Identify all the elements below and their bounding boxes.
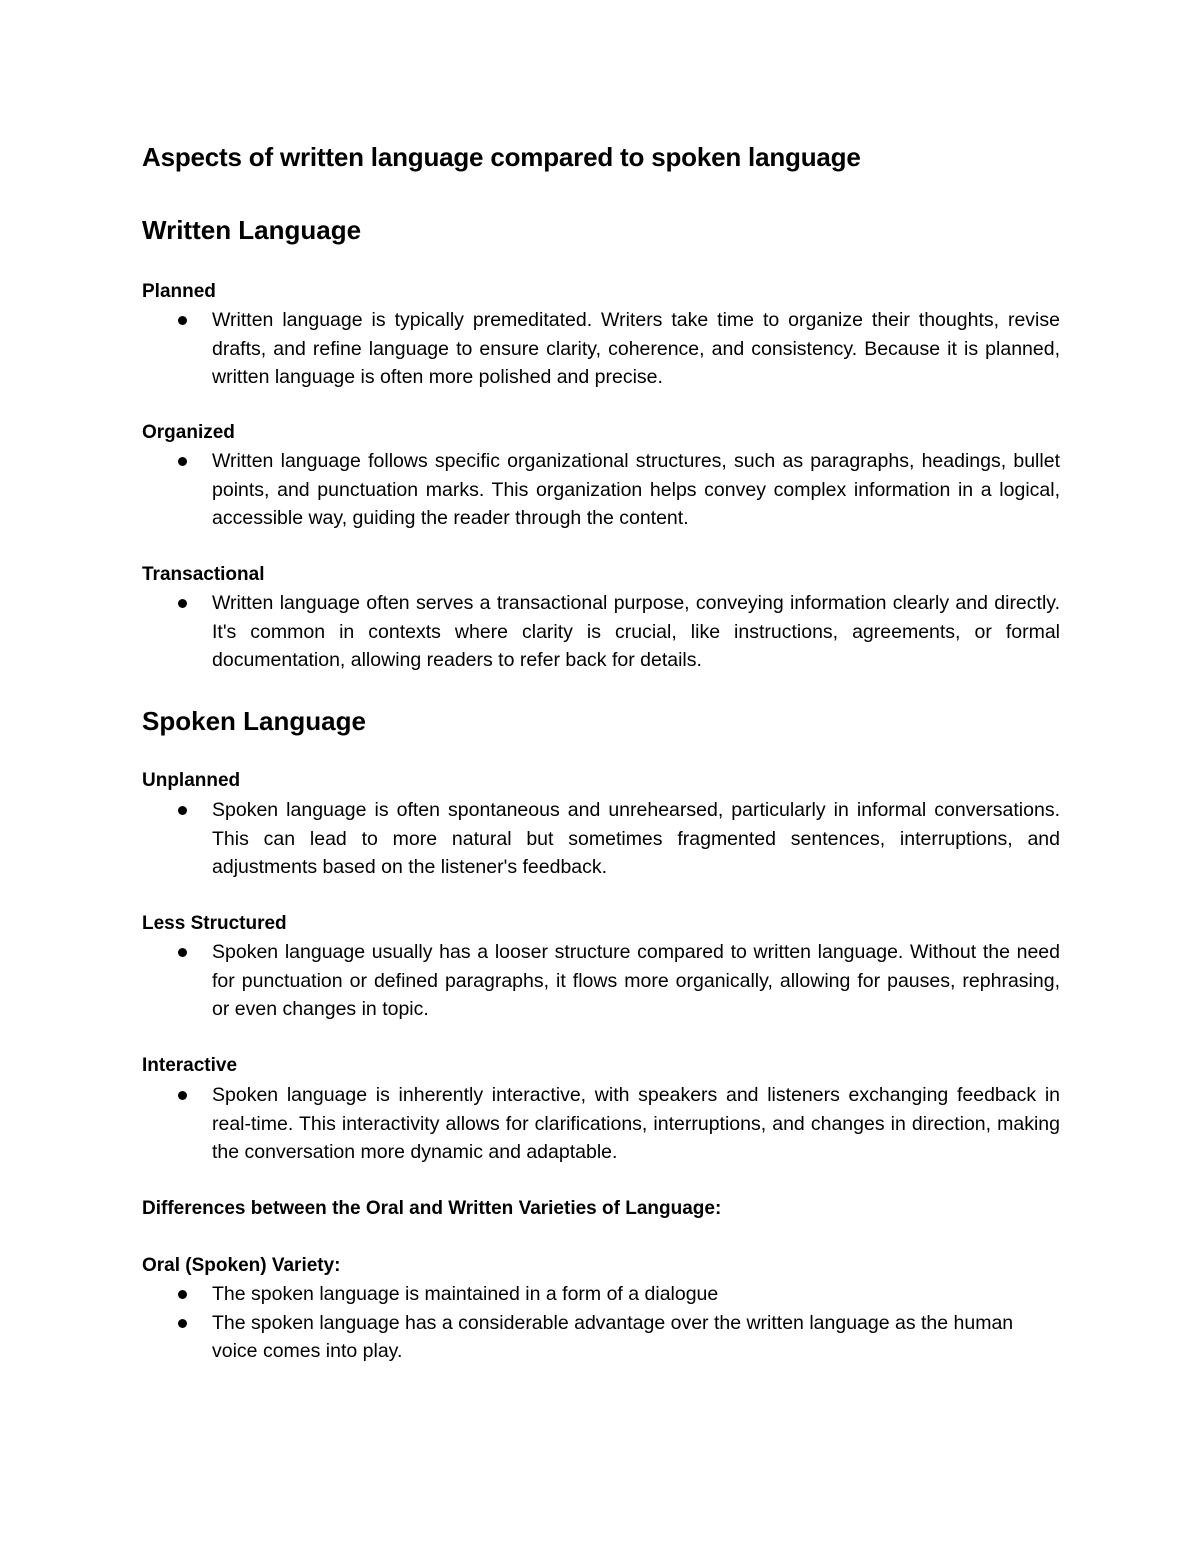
bullet-icon	[178, 948, 187, 957]
oral-variety-list	[142, 1280, 1060, 1366]
less-structured-heading: Less Structured	[142, 913, 287, 934]
spoken-language-heading: Spoken Language	[142, 706, 366, 736]
list-item	[142, 447, 1060, 533]
organized-heading: Organized	[142, 422, 235, 443]
list-item	[142, 1280, 1060, 1309]
list-item	[142, 306, 1060, 392]
interactive-heading: Interactive	[142, 1055, 238, 1076]
oral-variety-heading: Oral (Spoken) Variety:	[142, 1255, 341, 1276]
list-item	[142, 1081, 1060, 1167]
bullet-icon	[178, 1319, 187, 1328]
written-language-heading: Written Language	[142, 215, 362, 245]
unplanned-list	[142, 796, 1060, 882]
bullet-icon	[178, 806, 187, 815]
list-item	[142, 1309, 1060, 1366]
organized-text: Written language follows specific organizational structures, such as paragraphs, headings, bullet points, and punctuation marks. This organization helps convey complex information in a logical, accessible way, guiding the reader through the content.	[212, 450, 1060, 530]
list-item	[142, 938, 1060, 1024]
unplanned-heading: Unplanned	[142, 770, 241, 791]
transactional-heading: Transactional	[142, 564, 265, 585]
bullet-icon	[178, 1290, 187, 1299]
less-structured-text: Spoken language usually has a looser structure compared to written language. Without the need for punctuation or defined paragraphs, it flows more organically, allowing for pauses, rephrasing, or even changes in topic.	[212, 941, 1060, 1021]
bullet-icon	[178, 599, 187, 608]
organized-list	[142, 447, 1060, 533]
less-structured-list	[142, 938, 1060, 1024]
interactive-text: Spoken language is inherently interactive, with speakers and listeners exchanging feedback in real-time. This interactivity allows for clarifications, interruptions, and changes in direction, making the conversation more dynamic and adaptable.	[212, 1084, 1060, 1164]
list-item	[142, 796, 1060, 882]
planned-text: Written language is typically premeditated. Writers take time to organize their thoughts, revise drafts, and refine language to ensure clarity, coherence, and consistency. Because it is planned, written language is often more polished and precise.	[212, 309, 1060, 389]
bullet-icon	[178, 316, 187, 325]
transactional-text: Written language often serves a transactional purpose, conveying information clearly and directly. It's common in contexts where clarity is crucial, like instructions, agreements, or formal documentation, allowing readers to refer back for details.	[212, 592, 1060, 672]
document-page	[142, 0, 1060, 1553]
transactional-list	[142, 589, 1060, 675]
unplanned-text: Spoken language is often spontaneous and unrehearsed, particularly in informal conversations. This can lead to more natural but sometimes fragmented sentences, interruptions, and adjustments based on the listener's feedback.	[212, 799, 1060, 879]
oral-bullet-text: The spoken language has a considerable advantage over the written language as the human voice comes into play.	[212, 1311, 1014, 1363]
planned-list	[142, 306, 1060, 392]
list-item	[142, 589, 1060, 675]
bullet-icon	[178, 1091, 187, 1100]
differences-heading: Differences between the Oral and Written Varieties of Language:	[142, 1198, 722, 1219]
oral-bullet-text: The spoken language is maintained in a form of a dialogue	[212, 1283, 719, 1305]
planned-heading: Planned	[142, 281, 216, 302]
document-title: Aspects of written language compared to spoken language	[142, 142, 861, 172]
bullet-icon	[178, 457, 187, 466]
interactive-list	[142, 1081, 1060, 1167]
